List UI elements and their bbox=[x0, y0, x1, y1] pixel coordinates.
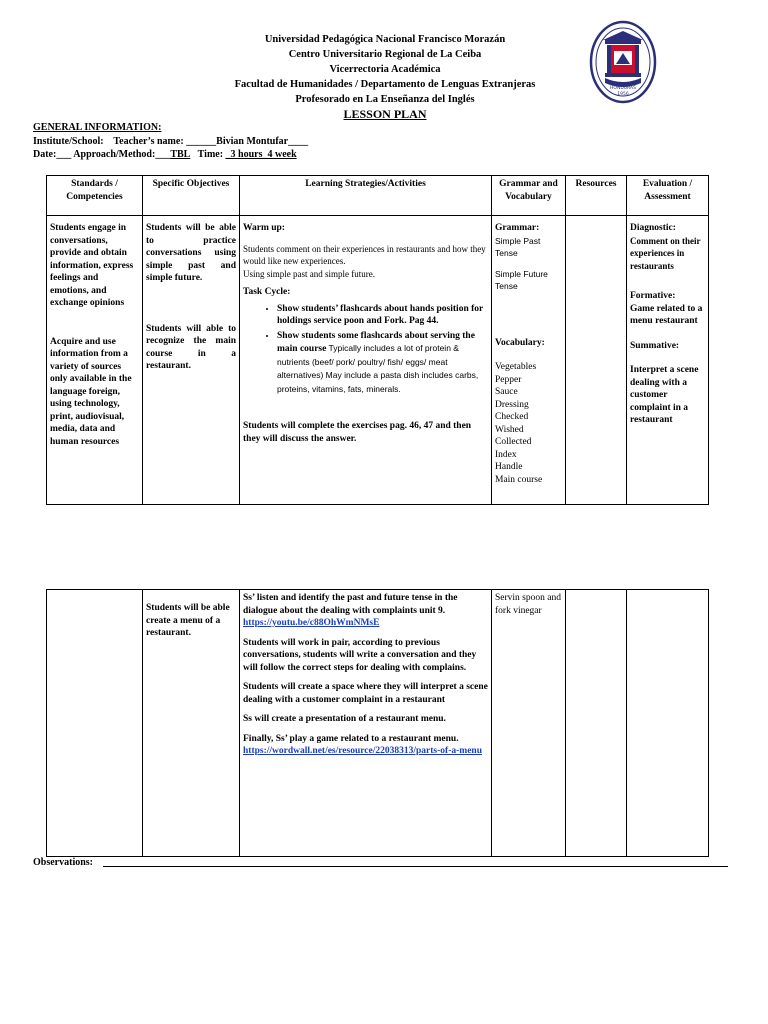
header-resources: Resources bbox=[566, 176, 627, 216]
table-row bbox=[47, 590, 709, 857]
observations-label: Observations: bbox=[33, 857, 93, 868]
approach-label: Approach/Method:___ bbox=[73, 149, 171, 160]
warmup-label: Warm up: bbox=[243, 223, 285, 233]
vocabulary-item: Main course bbox=[495, 474, 543, 485]
vocabulary-cell: Servin spoon and fork vinegar bbox=[492, 590, 566, 857]
header-line: Profesorado en La Enseñanza del Inglés bbox=[295, 94, 475, 105]
vocabulary-item: Checked bbox=[495, 412, 529, 422]
formative-label: Formative: bbox=[630, 291, 676, 301]
activity-text: Ss’ listen and identify the past and future tense in the dialogue about the dealing with complaints unit 9. https://youtu.be/c88OhWmNMsE bbox=[243, 593, 458, 628]
university-seal-logo bbox=[589, 20, 657, 104]
general-info-heading: GENERAL INFORMATION: bbox=[33, 122, 162, 133]
vocabulary-item: Collected bbox=[495, 437, 532, 447]
table-header-row bbox=[47, 176, 709, 216]
vocabulary-item: Vegetables bbox=[495, 362, 537, 372]
document-title: LESSON PLAN bbox=[343, 107, 427, 121]
header-line: Facultad de Humanidades / Departamento de Lenguas Extranjeras bbox=[234, 79, 536, 90]
objective-text: Students will be able to practice conversations using simple past and simple future. bbox=[146, 223, 236, 283]
vocabulary-item: Handle bbox=[495, 462, 523, 472]
observations-field[interactable] bbox=[103, 866, 728, 867]
task-list bbox=[243, 303, 488, 397]
teacher-label: Teacher’s name: ______ bbox=[113, 136, 217, 147]
grammar-item: Simple Past Tense bbox=[495, 235, 541, 258]
standards-cell bbox=[47, 590, 143, 857]
activity-text: Students will work in pair, according to previous conversations, students will write a conversation and they will follow the correct steps for dealing with complains. bbox=[243, 637, 477, 673]
diagnostic-label: Diagnostic: bbox=[630, 223, 676, 233]
warmup-text: Using simple past and simple future. bbox=[243, 268, 375, 279]
vocabulary-label: Vocabulary: bbox=[495, 337, 545, 348]
header-line: Centro Universitario Regional de La Ceiba bbox=[288, 49, 482, 60]
evaluation-cell bbox=[627, 590, 709, 857]
diagnostic-text: Comment on their experiences in restaurants bbox=[630, 235, 701, 271]
formative-text: Game related to a menu restaurant bbox=[630, 303, 703, 326]
header-grammar-vocabulary: Grammar and Vocabulary bbox=[492, 176, 566, 216]
header-line: Universidad Pedagógica Nacional Francisco Morazán bbox=[264, 34, 506, 45]
activity-text: Ss will create a presentation of a restaurant menu. bbox=[243, 714, 446, 724]
wordwall-link[interactable]: https://wordwall.net/es/resource/22038313/parts-of-a-menu bbox=[243, 746, 482, 756]
seal-text: HONDURAS bbox=[610, 86, 636, 91]
objectives-cell bbox=[143, 590, 240, 857]
lesson-plan-continuation-table bbox=[46, 589, 709, 857]
activities-cell bbox=[240, 216, 492, 505]
activities-cell bbox=[240, 590, 492, 857]
time-value: _3 hours_4 week bbox=[225, 149, 297, 160]
seal-year: 1956 bbox=[617, 92, 629, 97]
vocabulary-item: Wished bbox=[495, 424, 524, 435]
time-label: Time: bbox=[197, 149, 224, 160]
list-item: • Show students’ flashcards about hands position for holdings service poon and Fork. Pag 44. bbox=[277, 303, 488, 328]
date-label: Date:___ bbox=[33, 149, 72, 160]
institution-header bbox=[150, 32, 620, 122]
header-objectives: Specific Objectives bbox=[143, 176, 240, 216]
vocabulary-item: Pepper bbox=[495, 374, 522, 385]
standards-cell bbox=[47, 216, 143, 505]
activity-text: Finally, Ss’ play a game related to a restaurant menu. bbox=[243, 733, 459, 744]
vocabulary-item: Sauce bbox=[495, 387, 518, 397]
summative-text: Interpret a scene dealing with a customer complaint in a restaurant bbox=[630, 365, 699, 425]
resources-cell bbox=[566, 216, 627, 505]
vocabulary-item: Index bbox=[495, 449, 517, 460]
institute-label: Institute/School: bbox=[33, 136, 104, 147]
summative-label: Summative: bbox=[630, 340, 680, 351]
teacher-name: Bivian Montufar____ bbox=[216, 136, 309, 147]
header-activities: Learning Strategies/Activities bbox=[240, 176, 492, 216]
lesson-plan-table bbox=[46, 175, 709, 505]
standard-text: Students engage in conversations, provide and obtain information, express feelings and emotions, and exchange opinions bbox=[50, 223, 134, 308]
list-item: • Show students some flashcards about serving the main course Typically includes a lot of protein & nutrients (beef/ pork/ poultry/ fish/ eggs/ meat alternatives) May include a pasta dish includes carbs, proteins, vitamins, fats, minerals. bbox=[277, 330, 488, 397]
table-row bbox=[47, 216, 709, 505]
task-cycle-label: Task Cycle: bbox=[243, 287, 291, 297]
resources-cell bbox=[566, 590, 627, 857]
objectives-cell bbox=[143, 216, 240, 505]
evaluation-cell bbox=[627, 216, 709, 505]
objective-text: Students will able to recognize the main course in a restaurant. bbox=[146, 323, 236, 371]
objective-text: Students will be able create a menu of a restaurant. bbox=[146, 603, 230, 638]
vocabulary-item: Dressing bbox=[495, 399, 529, 410]
grammar-vocabulary-cell bbox=[492, 216, 566, 505]
teacher-info-line bbox=[33, 136, 308, 147]
exercises-text: Students will complete the exercises pag. 46, 47 and then they will discuss the answer. bbox=[243, 421, 472, 444]
youtube-link[interactable]: https://youtu.be/c88OhWmNMsE bbox=[243, 618, 380, 628]
approach-value: TBL bbox=[170, 149, 191, 160]
header-evaluation: Evaluation / Assessment bbox=[627, 176, 709, 216]
date-info-line bbox=[33, 149, 297, 160]
warmup-text: Students comment on their experiences in restaurants and how they would like new experiences. bbox=[243, 243, 486, 266]
standard-text: Acquire and use information from a variety of sources only available in the language foreign, using technology, print, audiovisual, media, data and human resources bbox=[50, 336, 132, 447]
grammar-item: Simple Future Tense bbox=[495, 268, 548, 291]
grammar-label: Grammar: bbox=[495, 223, 540, 233]
activity-text: Students will create a space where they will interpret a scene dealing with a customer complaint in a restaurant bbox=[243, 682, 488, 705]
header-standards: Standards / Competencies bbox=[47, 176, 143, 216]
header-line: Vicerrectoria Académica bbox=[329, 64, 441, 75]
